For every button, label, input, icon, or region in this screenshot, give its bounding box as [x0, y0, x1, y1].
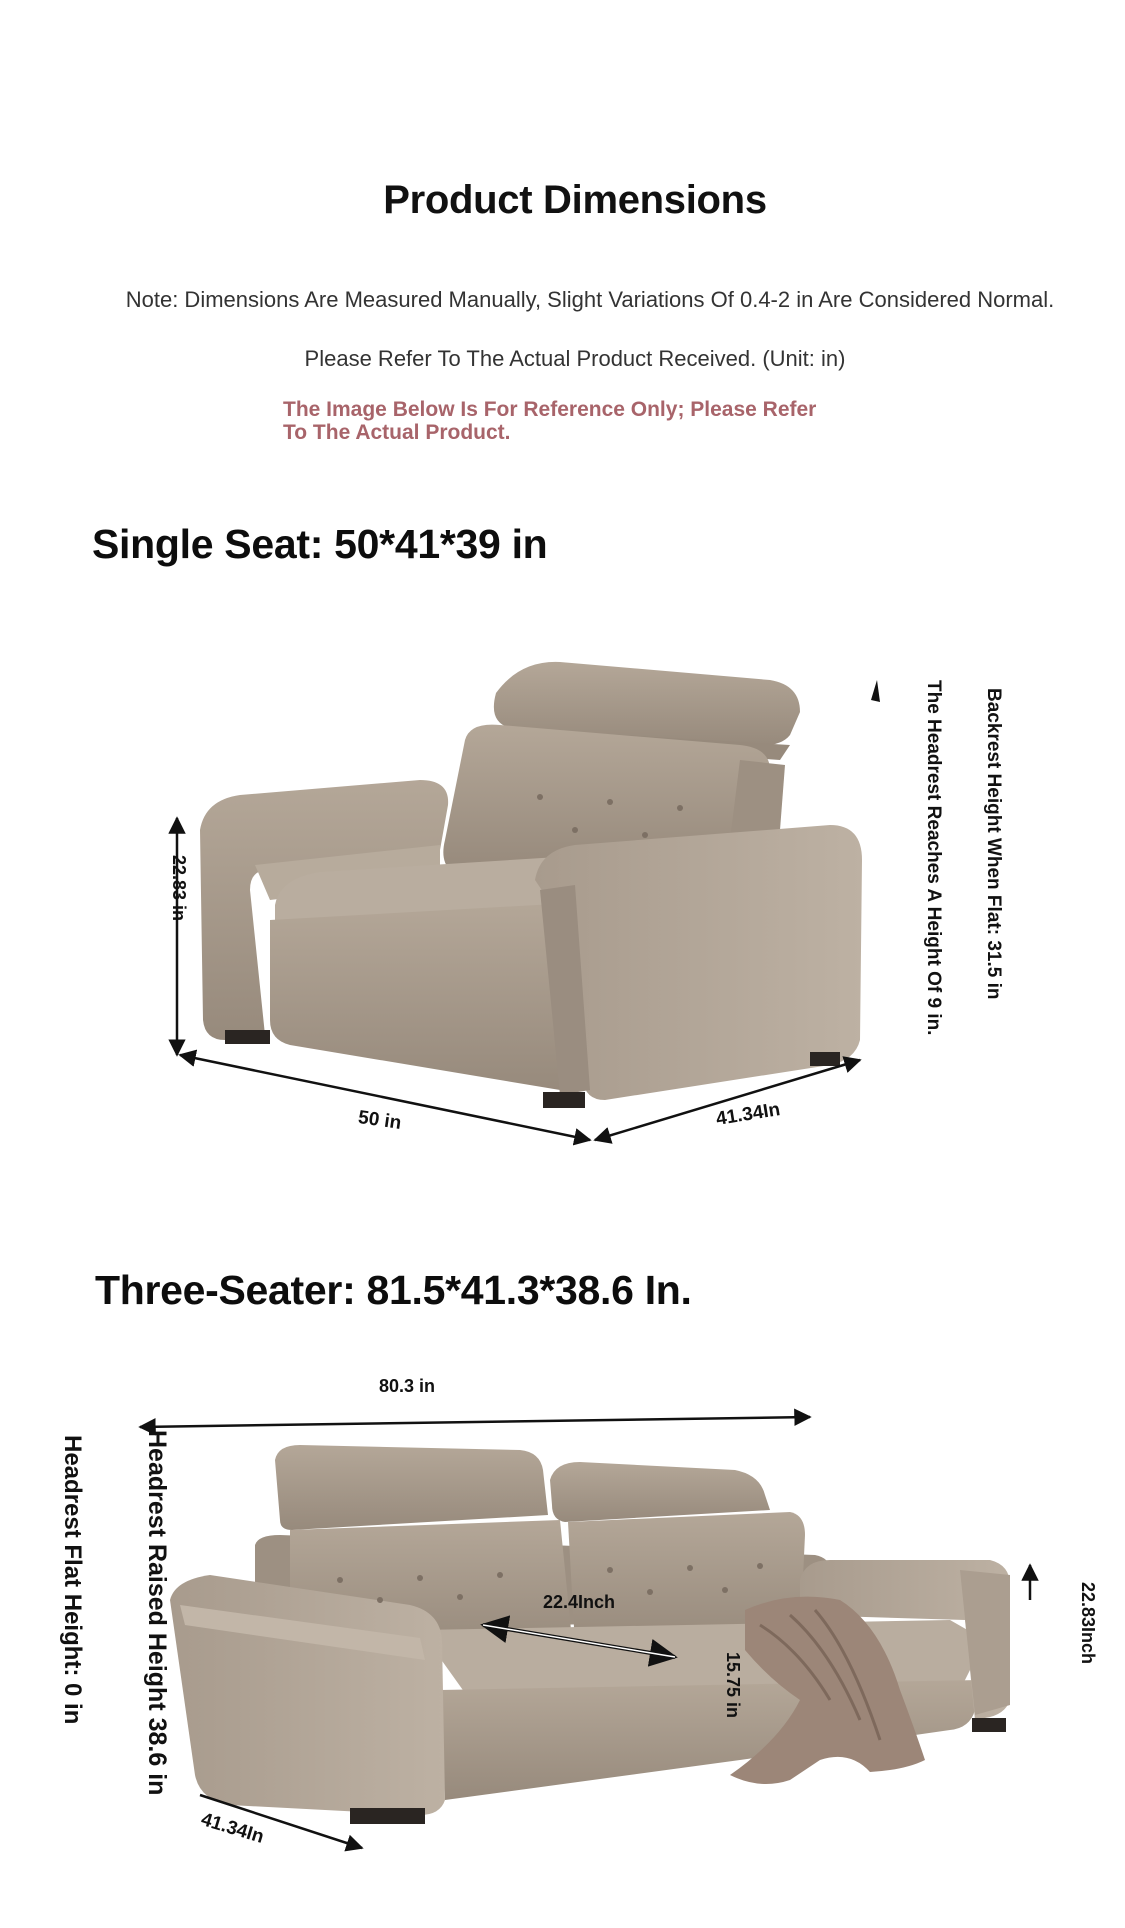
- backrest-flat-note: Backrest Height When Flat: 31.5 in: [983, 688, 1004, 1000]
- headrest-raised-height-label: Headrest Raised Height 38.6 in: [143, 1430, 171, 1796]
- three-seater-sofa: [170, 1445, 1010, 1824]
- single-depth-label: 41.34In: [714, 1099, 782, 1130]
- three-width-label: 80.3 in: [379, 1376, 436, 1396]
- seat-depth-label: 15.75 in: [723, 1652, 743, 1719]
- page-title: Product Dimensions: [383, 178, 767, 222]
- reference-note-line1: The Image Below Is For Reference Only; Please Refer: [283, 398, 817, 421]
- single-height-label: 22.83 in: [169, 855, 189, 922]
- seat-width-label: 22.4Inch: [543, 1592, 616, 1612]
- three-width-line: [140, 1417, 810, 1427]
- headrest-height-note: The Headrest Reaches A Height Of 9 in.: [923, 680, 944, 1036]
- headrest-flat-height-label: Headrest Flat Height: 0 in: [59, 1435, 86, 1725]
- measurement-note: Note: Dimensions Are Measured Manually, Slight Variations Of 0.4-2 in Are Considered Normal.: [125, 287, 1055, 312]
- three-depth-label: 41.34In: [198, 1809, 267, 1848]
- single-seat-armchair: [200, 662, 862, 1108]
- reference-note-line2: To The Actual Product.: [283, 421, 511, 444]
- headrest-arrow-icon: [871, 680, 880, 702]
- unit-note: Please Refer To The Actual Product Received. (Unit: in): [304, 346, 846, 371]
- three-seater-heading: Three-Seater: 81.5*41.3*38.6 In.: [95, 1267, 692, 1313]
- three-height-label: 22.83Inch: [1078, 1582, 1098, 1665]
- single-width-label: 50 in: [356, 1107, 403, 1134]
- single-seat-heading: Single Seat: 50*41*39 in: [92, 521, 548, 567]
